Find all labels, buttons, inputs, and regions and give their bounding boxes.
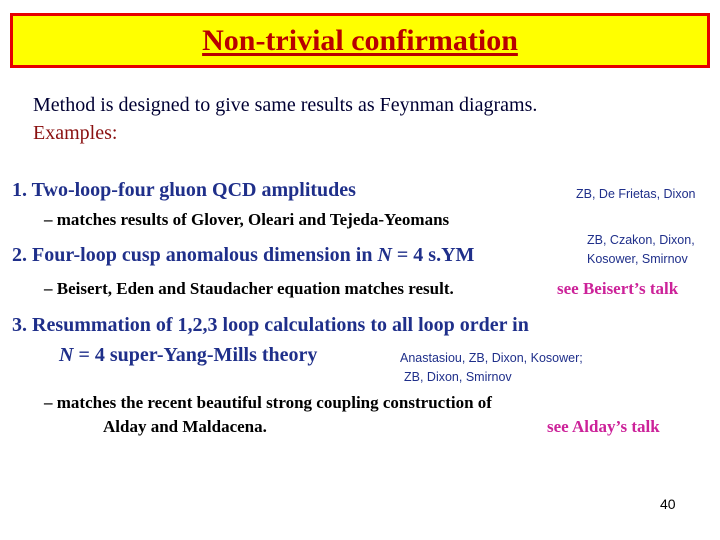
intro-line-1: Method is designed to give same results as Feynman diagrams. <box>33 94 538 116</box>
page-number: 40 <box>660 496 676 512</box>
item-3-see-talk: see Alday’s talk <box>547 417 660 436</box>
item-1-ref: ZB, De Frietas, Dixon <box>576 187 696 201</box>
item-2-sub: – Beisert, Eden and Staudacher equation matches result. <box>44 279 454 298</box>
item-3-sub-line-1: – matches the recent beautiful strong coupling construction of <box>44 393 492 412</box>
intro-examples: Examples: <box>33 122 118 144</box>
item-3-label-post: = 4 super-Yang-Mills theory <box>73 344 318 366</box>
item-2-see-talk: see Beisert’s talk <box>557 279 679 298</box>
item-3-label-line-1: 3. Resummation of 1,2,3 loop calculations to all loop order in <box>12 314 529 336</box>
item-2-label-n: N <box>377 244 392 266</box>
item-3-ref-line-2: ZB, Dixon, Smirnov <box>404 370 512 384</box>
item-3-sub-line-2: Alday and Maldacena. <box>103 417 267 436</box>
title-banner <box>10 13 710 68</box>
slide-title: Non-trivial confirmation <box>202 23 518 57</box>
item-3-label-n: N <box>59 344 74 366</box>
item-1-sub: – matches results of Glover, Oleari and Tejeda-Yeomans <box>44 210 450 229</box>
item-3-label-line-2 <box>59 344 317 367</box>
item-2-ref-line-1: ZB, Czakon, Dixon, <box>587 233 695 247</box>
item-1-label: 1. Two-loop-four gluon QCD amplitudes <box>12 179 356 201</box>
item-2-label-post: = 4 s.YM <box>391 244 475 266</box>
item-2-label <box>12 244 474 267</box>
item-2-label-pre: 2. Four-loop cusp anomalous dimension in <box>12 244 378 266</box>
item-2-ref-line-2: Kosower, Smirnov <box>587 252 688 266</box>
item-3-ref-line-1: Anastasiou, ZB, Dixon, Kosower; <box>400 351 583 365</box>
